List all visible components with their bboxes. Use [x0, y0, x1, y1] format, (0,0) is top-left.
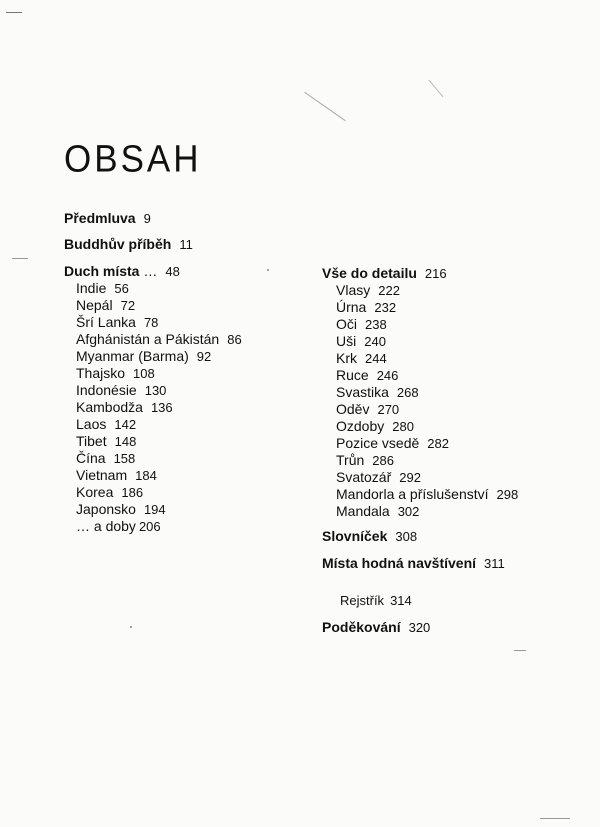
- toc-label: Vše do detailu: [322, 265, 417, 281]
- toc-subentry: [336, 452, 394, 469]
- scan-mark: [540, 818, 570, 819]
- toc-page-number: 136: [150, 400, 173, 415]
- scan-mark: [304, 92, 346, 121]
- toc-page-number: 92: [196, 349, 212, 364]
- toc-label: Úrna: [336, 299, 367, 315]
- toc-page-number: 9: [143, 211, 151, 226]
- toc-entry-duch-mista: [64, 263, 180, 280]
- toc-page-number: 148: [114, 434, 137, 449]
- toc-label: Čína: [76, 450, 106, 466]
- toc-label: Svastika: [336, 384, 389, 400]
- toc-label: Ruce: [336, 367, 369, 383]
- toc-subentry: [76, 314, 158, 331]
- toc-label: Ozdoby: [336, 418, 385, 434]
- toc-ellipsis: …: [143, 263, 158, 279]
- toc-subentry: [76, 433, 136, 450]
- scan-dot: [130, 626, 132, 628]
- toc-page-number: 108: [133, 366, 155, 381]
- toc-label: Vlasy: [336, 282, 371, 298]
- toc-label: Předmluva: [64, 210, 136, 226]
- toc-entry-mista-hodna-navstiveni: [322, 555, 505, 572]
- toc-label: Rejstřík: [340, 593, 385, 608]
- toc-subentry: [336, 350, 387, 367]
- toc-page-number: 238: [365, 317, 387, 332]
- toc-label: Duch místa: [64, 263, 140, 279]
- toc-page-number: 186: [121, 485, 144, 500]
- toc-label: Japonsko: [76, 501, 136, 517]
- toc-subentry: [336, 282, 400, 299]
- toc-page-number: 11: [179, 237, 193, 252]
- toc-subentry: [336, 503, 419, 520]
- toc-page-number: 320: [408, 620, 431, 635]
- toc-label: … a doby: [76, 518, 136, 534]
- toc-label: Thajsko: [76, 365, 126, 381]
- toc-subentry: [76, 280, 129, 297]
- scan-mark: [12, 258, 28, 259]
- toc-label: Trůn: [336, 452, 365, 468]
- toc-subentry: [336, 367, 398, 384]
- toc-label: Indie: [76, 280, 107, 296]
- toc-label: Tibet: [76, 433, 107, 449]
- toc-label: Poděkování: [322, 619, 401, 635]
- toc-subentry: [336, 435, 449, 452]
- scan-mark: [6, 12, 22, 13]
- toc-subentry: [336, 333, 386, 350]
- toc-subentry: [336, 401, 399, 418]
- toc-subentry: [76, 297, 135, 314]
- toc-page-number: 206: [138, 519, 161, 534]
- toc-subentry: [76, 382, 166, 399]
- toc-label: Buddhův příběh: [64, 236, 172, 252]
- toc-subentry: [336, 486, 518, 503]
- toc-page-number: 130: [144, 383, 167, 398]
- toc-subentry: [76, 365, 155, 382]
- toc-entry-rejstrik: [340, 593, 412, 609]
- toc-page-number: 184: [135, 468, 157, 483]
- toc-page-number: 314: [390, 593, 412, 608]
- toc-page-number: 78: [143, 315, 159, 330]
- toc-page-number: 282: [427, 436, 449, 451]
- toc-label: Krk: [336, 350, 357, 366]
- toc-page-number: 280: [392, 419, 414, 434]
- toc-label: Slovníček: [322, 528, 388, 544]
- toc-entry-slovnicek: [322, 528, 417, 545]
- toc-page-number: 142: [114, 417, 137, 432]
- toc-subentry: [76, 399, 173, 416]
- toc-label: Oděv: [336, 401, 370, 417]
- toc-subentry: [336, 418, 414, 435]
- toc-page-number: 302: [397, 504, 420, 519]
- toc-label: Nepál: [76, 297, 113, 313]
- toc-subentry: [76, 331, 242, 348]
- scan-dot: [267, 269, 269, 271]
- toc-label: Vietnam: [76, 467, 128, 483]
- toc-page-number: 246: [376, 368, 399, 383]
- toc-page-number: 194: [143, 502, 166, 517]
- toc-subentry: [76, 501, 166, 518]
- toc-page-number: 311: [484, 556, 505, 571]
- toc-page-number: 158: [113, 451, 136, 466]
- toc-subentry: [76, 518, 161, 535]
- toc-page-number: 222: [378, 283, 400, 298]
- scan-mark: [429, 80, 444, 97]
- toc-label: Laos: [76, 416, 107, 432]
- toc-label: Afghánistán a Pákistán: [76, 331, 220, 347]
- toc-label: Oči: [336, 316, 357, 332]
- toc-subentry: [76, 416, 136, 433]
- toc-page-number: 240: [364, 334, 386, 349]
- toc-page-number: 244: [365, 351, 387, 366]
- toc-page-number: 72: [120, 298, 136, 313]
- toc-subentry: [76, 467, 157, 484]
- toc-page-number: 286: [372, 453, 394, 468]
- toc-page-number: 308: [395, 529, 418, 544]
- toc-label: Mandala: [336, 503, 390, 519]
- toc-label: Svatozář: [336, 469, 392, 485]
- toc-label: Indonésie: [76, 382, 137, 398]
- scan-mark: [514, 650, 526, 651]
- toc-label: Uši: [336, 333, 357, 349]
- toc-page-number: 268: [396, 385, 419, 400]
- toc-entry-predmluva: [64, 210, 151, 227]
- toc-subentry: [76, 348, 211, 365]
- toc-subentry: [336, 469, 421, 486]
- toc-subentry: [336, 384, 419, 401]
- toc-label: Mandorla a příslušenství: [336, 486, 489, 502]
- toc-label: Myanmar (Barma): [76, 348, 189, 364]
- toc-label: Korea: [76, 484, 114, 500]
- toc-subentry: [336, 316, 387, 333]
- toc-page-number: 48: [165, 264, 180, 279]
- toc-label: Pozice vsedě: [336, 435, 420, 451]
- page-title: OBSAH: [64, 138, 202, 181]
- toc-page-number: 86: [227, 332, 242, 347]
- toc-label: Místa hodná navštívení: [322, 555, 477, 571]
- toc-subentry: [336, 299, 396, 316]
- toc-subentry: [76, 484, 143, 501]
- toc-page-number: 232: [374, 300, 397, 315]
- toc-entry-buddhuv-pribeh: [64, 236, 193, 253]
- toc-entry-vse-do-detailu: [322, 265, 447, 282]
- toc-subentry: [76, 450, 135, 467]
- toc-page-number: 270: [377, 402, 400, 417]
- toc-page-number: 56: [114, 281, 129, 296]
- toc-page-number: 216: [424, 266, 447, 281]
- toc-page-number: 292: [399, 470, 421, 485]
- toc-page-number: 298: [496, 487, 519, 502]
- toc-label: Kambodža: [76, 399, 143, 415]
- toc-label: Šrí Lanka: [76, 314, 136, 330]
- toc-entry-podekovani: [322, 619, 430, 636]
